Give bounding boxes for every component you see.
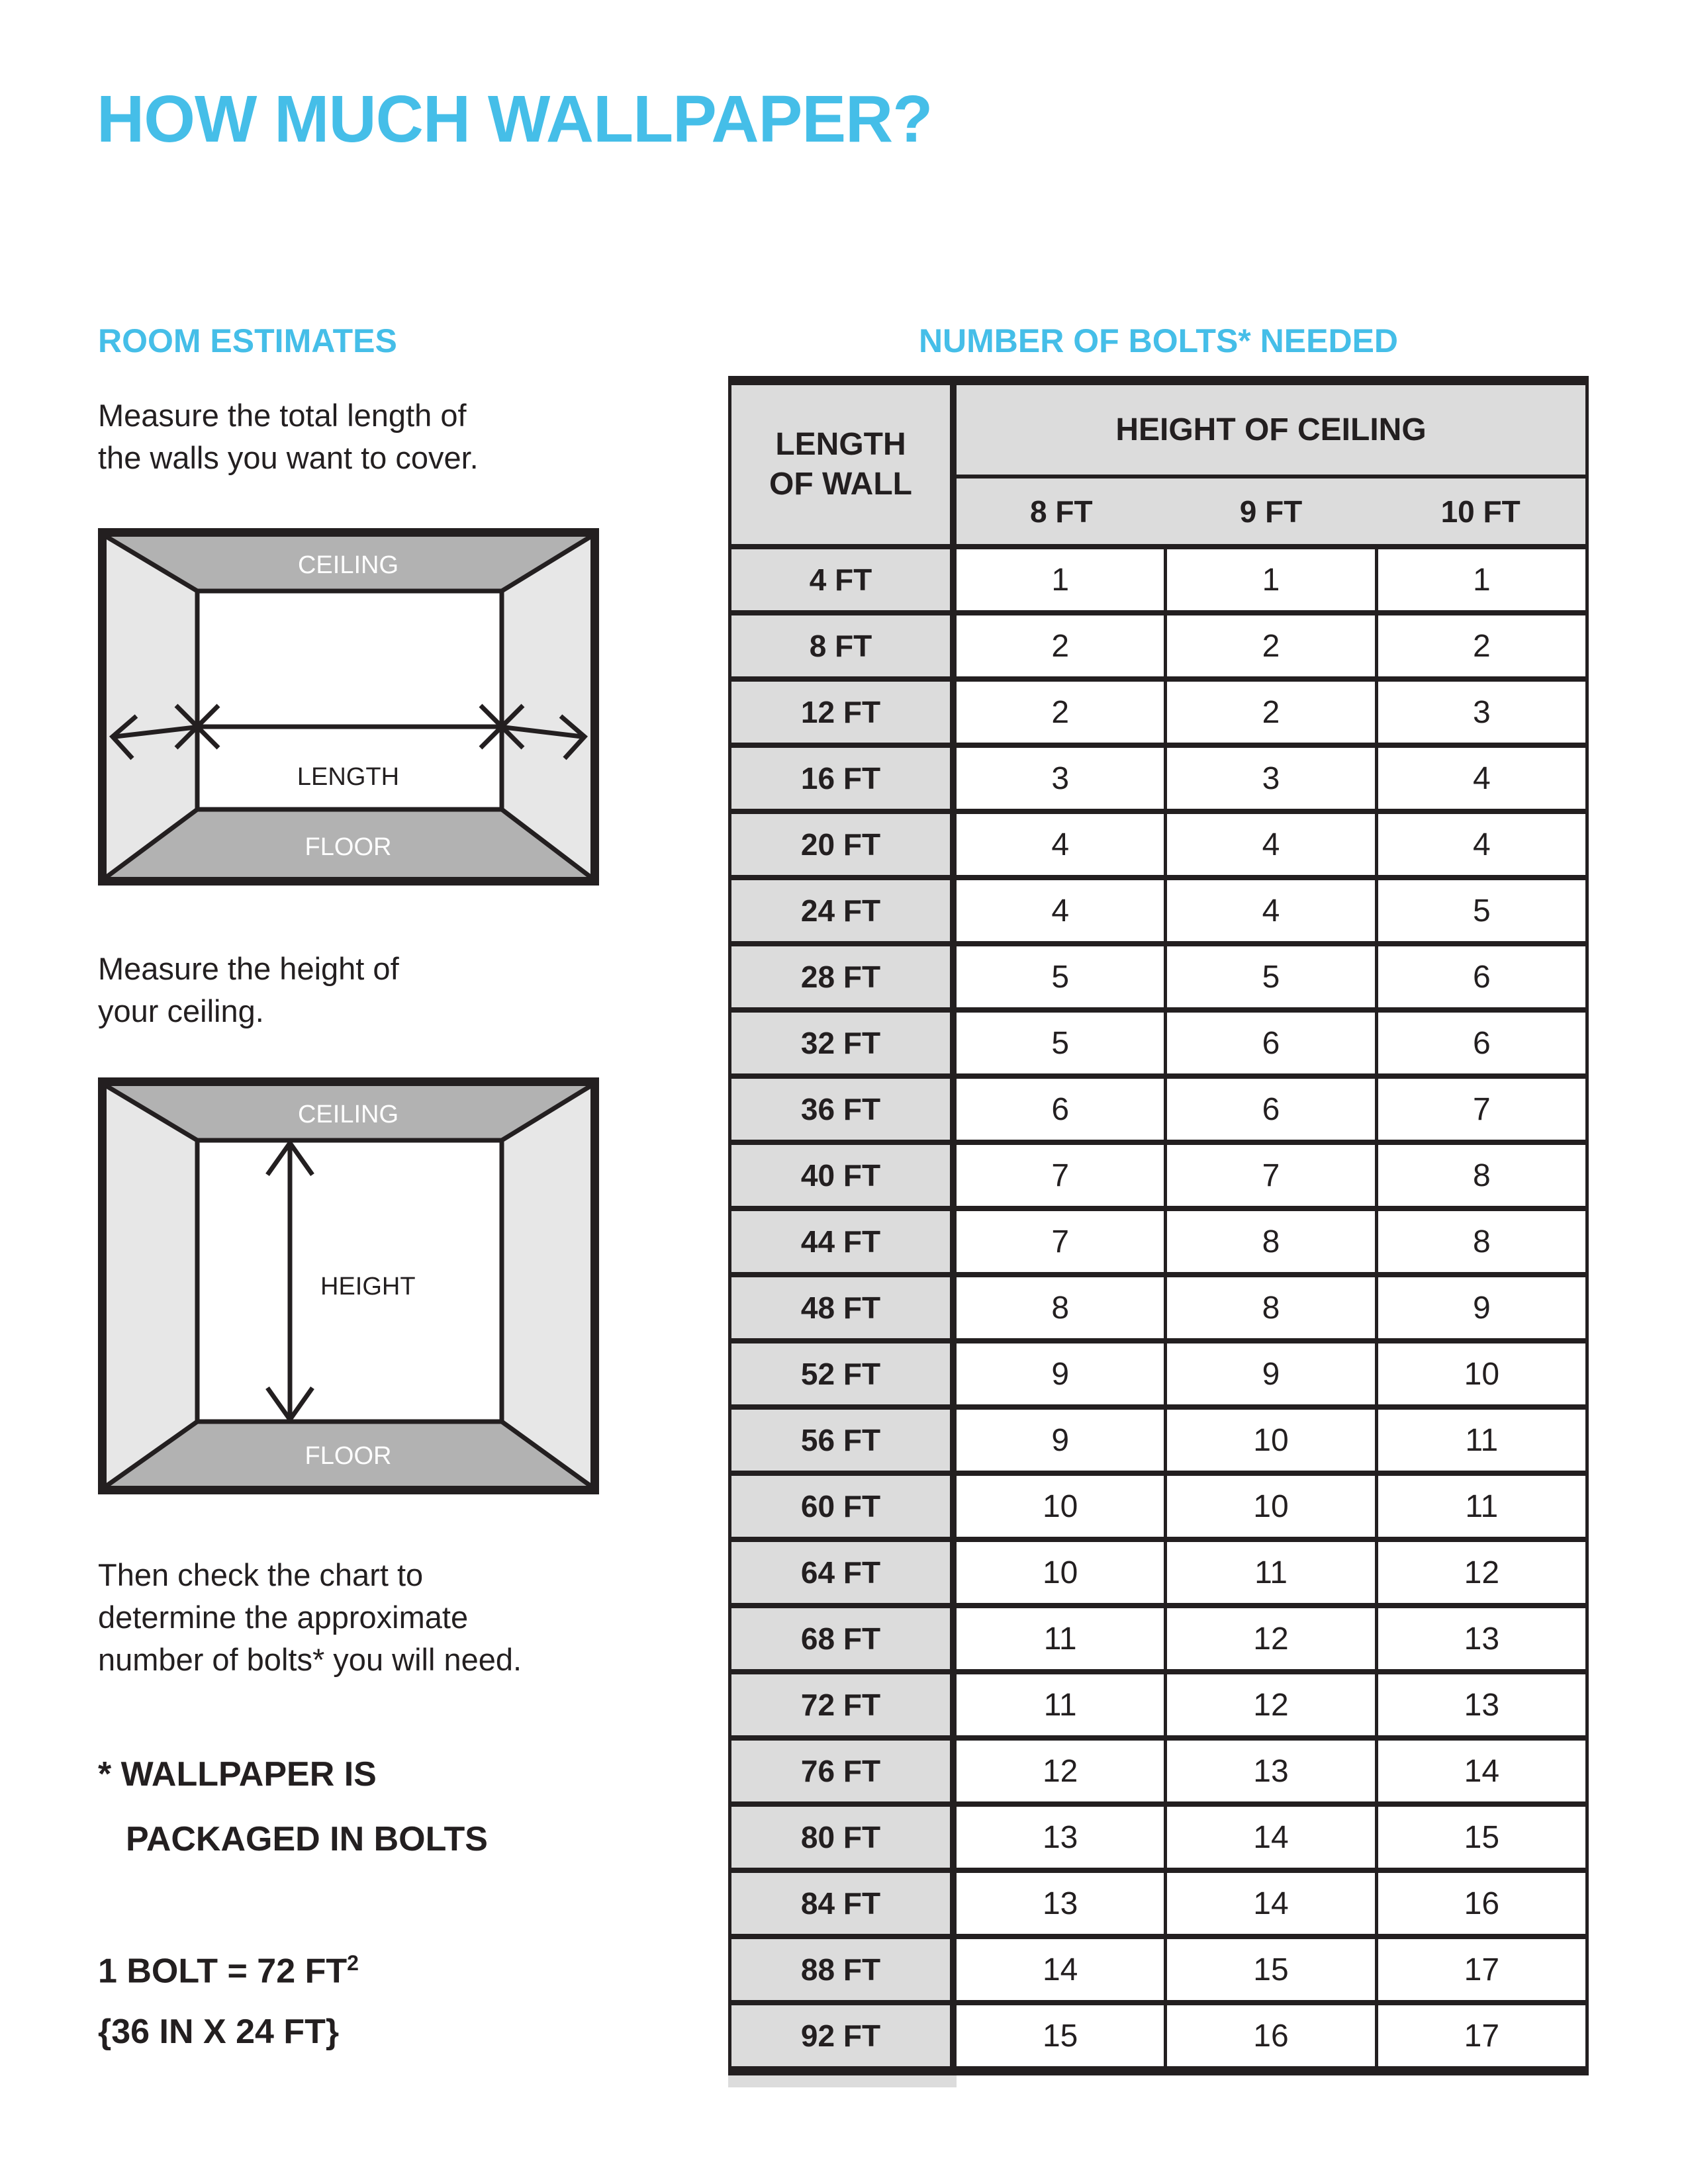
bolt-count-cell: 3 — [1375, 682, 1585, 743]
note-line: * WALLPAPER IS — [98, 1755, 377, 1794]
bolt-count-cell: 11 — [1375, 1476, 1585, 1537]
right-wall — [502, 1086, 590, 1486]
wall-length-label: 28 FT — [731, 946, 957, 1007]
room-estimates-heading: ROOM ESTIMATES — [98, 322, 397, 359]
table-bottom-border — [731, 2066, 1585, 2075]
bolt-count-cell: 5 — [957, 946, 1164, 1007]
ceiling-label: CEILING — [297, 1101, 399, 1128]
bolt-count-cell: 6 — [1375, 1013, 1585, 1073]
bolt-count-cell: 7 — [1164, 1145, 1374, 1206]
bolt-count-cell: 2 — [957, 682, 1164, 743]
table-row — [731, 941, 1585, 1007]
col-header-10ft: 10 FT — [1440, 494, 1521, 529]
table-row — [731, 1603, 1585, 1669]
col-header-8ft: 8 FT — [1030, 494, 1093, 529]
bolt-count-cell: 14 — [1164, 1807, 1374, 1868]
bolt-count-cell: 4 — [1375, 814, 1585, 875]
instruction-line: Then check the chart to — [98, 1557, 424, 1592]
instruction-line: Measure the height of — [98, 951, 399, 986]
bolt-count-cell: 8 — [1164, 1277, 1374, 1338]
bolt-count-cell: 2 — [1164, 682, 1374, 743]
col-header-9ft: 9 FT — [1239, 494, 1303, 529]
bolt-count-cell: 6 — [1164, 1079, 1374, 1140]
wall-length-label: 88 FT — [731, 1939, 957, 2000]
bolt-count-cell: 8 — [957, 1277, 1164, 1338]
check-chart-instruction — [98, 1554, 522, 1681]
table-row — [731, 1007, 1585, 1073]
table-row — [731, 1471, 1585, 1537]
bolt-count-cell: 8 — [1164, 1211, 1374, 1272]
bolt-count-cell: 6 — [1164, 1013, 1374, 1073]
wall-length-label: 8 FT — [731, 615, 957, 676]
table-header — [731, 385, 1585, 544]
wall-length-label: 68 FT — [731, 1608, 957, 1669]
bolt-count-cell: 10 — [1164, 1410, 1374, 1471]
bolt-count-cell: 16 — [1375, 1873, 1585, 1934]
table-row — [731, 610, 1585, 676]
table-row — [731, 1537, 1585, 1603]
bolt-count-cell: 10 — [1164, 1476, 1374, 1537]
bolt-count-cell: 6 — [957, 1079, 1164, 1140]
table-row — [731, 544, 1585, 610]
bolt-count-cell: 6 — [1375, 946, 1585, 1007]
wall-length-label: 48 FT — [731, 1277, 957, 1338]
height-of-ceiling-header-group — [957, 385, 1585, 544]
bolt-count-cell: 15 — [1164, 1939, 1374, 2000]
bolt-count-cell: 15 — [957, 2005, 1164, 2066]
bolt-count-cell: 13 — [1164, 1741, 1374, 1801]
bolt-count-cell: 12 — [1375, 1542, 1585, 1603]
table-row — [731, 2000, 1585, 2066]
instruction-line: the walls you want to cover. — [98, 440, 479, 475]
bolt-count-cell: 15 — [1375, 1807, 1585, 1868]
wall-length-label: 24 FT — [731, 880, 957, 941]
bolt-count-cell: 7 — [1375, 1079, 1585, 1140]
room-height-diagram — [98, 1077, 599, 1498]
bolt-count-cell: 17 — [1375, 1939, 1585, 2000]
wall-length-label: 4 FT — [731, 549, 957, 610]
bolt-count-cell: 10 — [957, 1542, 1164, 1603]
bolt-count-cell: 1 — [1375, 549, 1585, 610]
table-row — [731, 1272, 1585, 1338]
table-row — [731, 1140, 1585, 1206]
table-body — [731, 544, 1585, 2066]
room-length-diagram-svg — [98, 528, 599, 886]
bolt-dimensions-line: {36 IN X 24 FT} — [98, 2013, 340, 2052]
instruction-line: Measure the total length of — [98, 398, 467, 433]
wall-length-label: 80 FT — [731, 1807, 957, 1868]
wall-length-label: 64 FT — [731, 1542, 957, 1603]
bolt-count-cell: 10 — [957, 1476, 1164, 1537]
table-row — [731, 1669, 1585, 1735]
wallpaper-bolts-note — [98, 1742, 488, 1872]
bolt-count-cell: 14 — [1164, 1873, 1374, 1934]
room-height-diagram-svg — [98, 1077, 599, 1494]
table-row — [731, 1735, 1585, 1801]
floor-label: FLOOR — [305, 1442, 392, 1470]
bolt-count-cell: 3 — [957, 748, 1164, 809]
bolt-size-line: 1 BOLT = 72 $FT^2$ — [98, 1951, 359, 1991]
table-row — [731, 1868, 1585, 1934]
measure-height-instruction — [98, 948, 399, 1032]
height-of-ceiling-header: HEIGHT OF CEILING — [1115, 412, 1427, 447]
bolt-count-cell: 11 — [957, 1608, 1164, 1669]
measure-length-instruction — [98, 394, 479, 479]
bolt-count-cell: 8 — [1375, 1145, 1585, 1206]
bolt-count-cell: 4 — [957, 814, 1164, 875]
table-footer-shadow — [728, 2075, 957, 2087]
bolts-table — [728, 376, 1589, 2075]
ceiling-height-columns — [957, 478, 1585, 544]
height-label: HEIGHT — [320, 1273, 416, 1300]
bolt-count-cell: 11 — [957, 1674, 1164, 1735]
instruction-line: your ceiling. — [98, 993, 264, 1028]
table-row — [731, 676, 1585, 743]
ceiling-label: CEILING — [297, 551, 399, 579]
room-length-diagram — [98, 528, 599, 889]
note-line: PACKAGED IN BOLTS — [126, 1820, 488, 1858]
bolt-count-cell: 17 — [1375, 2005, 1585, 2066]
bolt-count-cell: 7 — [957, 1211, 1164, 1272]
instruction-line: number of bolts* you will need. — [98, 1642, 522, 1677]
bolt-count-cell: 5 — [1375, 880, 1585, 941]
bolt-count-cell: 9 — [957, 1343, 1164, 1404]
bolt-count-cell: 5 — [957, 1013, 1164, 1073]
table-row — [731, 875, 1585, 941]
bolt-count-cell: 13 — [1375, 1608, 1585, 1669]
bolt-count-cell: 7 — [957, 1145, 1164, 1206]
wall-length-label: 40 FT — [731, 1145, 957, 1206]
bolt-count-cell: 1 — [1164, 549, 1374, 610]
bolt-count-cell: 12 — [1164, 1608, 1374, 1669]
table-row — [731, 743, 1585, 809]
wall-length-label: 52 FT — [731, 1343, 957, 1404]
bolt-count-cell: 9 — [1164, 1343, 1374, 1404]
bolt-count-cell: 12 — [957, 1741, 1164, 1801]
bolt-count-cell: 11 — [1164, 1542, 1374, 1603]
bolt-count-cell: 2 — [957, 615, 1164, 676]
bolt-count-cell: 3 — [1164, 748, 1374, 809]
bolt-count-cell: 4 — [957, 880, 1164, 941]
squared-superscript: 2 — [347, 1951, 359, 1975]
wall-length-label: 44 FT — [731, 1211, 957, 1272]
bolt-count-cell: 4 — [1164, 814, 1374, 875]
bolt-count-cell: 13 — [957, 1873, 1164, 1934]
page-title: HOW MUCH WALLPAPER? — [97, 82, 933, 156]
table-row — [731, 809, 1585, 875]
table-row — [731, 1073, 1585, 1140]
left-wall — [107, 1086, 197, 1486]
length-of-wall-header: LENGTH OF WALL — [731, 385, 957, 544]
wall-length-label: 36 FT — [731, 1079, 957, 1140]
wall-length-label: 60 FT — [731, 1476, 957, 1537]
bolt-count-cell: 9 — [957, 1410, 1164, 1471]
wall-length-label: 92 FT — [731, 2005, 957, 2066]
bolt-count-cell: 11 — [1375, 1410, 1585, 1471]
bolt-count-cell: 1 — [957, 549, 1164, 610]
bolts-needed-heading: NUMBER OF BOLTS* NEEDED — [918, 322, 1399, 359]
wall-length-label: 12 FT — [731, 682, 957, 743]
wall-length-label: 72 FT — [731, 1674, 957, 1735]
table-row — [731, 1338, 1585, 1404]
wall-length-label: 84 FT — [731, 1873, 957, 1934]
table-row — [731, 1934, 1585, 2000]
bolt-count-cell: 16 — [1164, 2005, 1374, 2066]
floor-label: FLOOR — [305, 833, 392, 861]
instruction-line: determine the approximate — [98, 1600, 469, 1635]
bolt-count-cell: 5 — [1164, 946, 1374, 1007]
table-row — [731, 1404, 1585, 1471]
bolt-definition — [98, 1933, 359, 2062]
wall-length-label: 20 FT — [731, 814, 957, 875]
bolt-count-cell: 4 — [1164, 880, 1374, 941]
bolt-count-cell: 13 — [957, 1807, 1164, 1868]
length-label: LENGTH — [297, 763, 400, 791]
bolt-count-cell: 8 — [1375, 1211, 1585, 1272]
wall-length-label: 16 FT — [731, 748, 957, 809]
bolt-count-cell: 9 — [1375, 1277, 1585, 1338]
wall-length-label: 56 FT — [731, 1410, 957, 1471]
bolt-count-cell: 14 — [1375, 1741, 1585, 1801]
wall-length-label: 32 FT — [731, 1013, 957, 1073]
bolt-count-cell: 4 — [1375, 748, 1585, 809]
wall-length-label: 76 FT — [731, 1741, 957, 1801]
bolt-count-cell: 2 — [1375, 615, 1585, 676]
table-top-border — [731, 376, 1585, 385]
bolt-count-cell: 10 — [1375, 1343, 1585, 1404]
table-row — [731, 1206, 1585, 1272]
bolt-count-cell: 13 — [1375, 1674, 1585, 1735]
bolt-count-cell: 12 — [1164, 1674, 1374, 1735]
table-row — [731, 1801, 1585, 1868]
bolt-count-cell: 2 — [1164, 615, 1374, 676]
bolt-count-cell: 14 — [957, 1939, 1164, 2000]
